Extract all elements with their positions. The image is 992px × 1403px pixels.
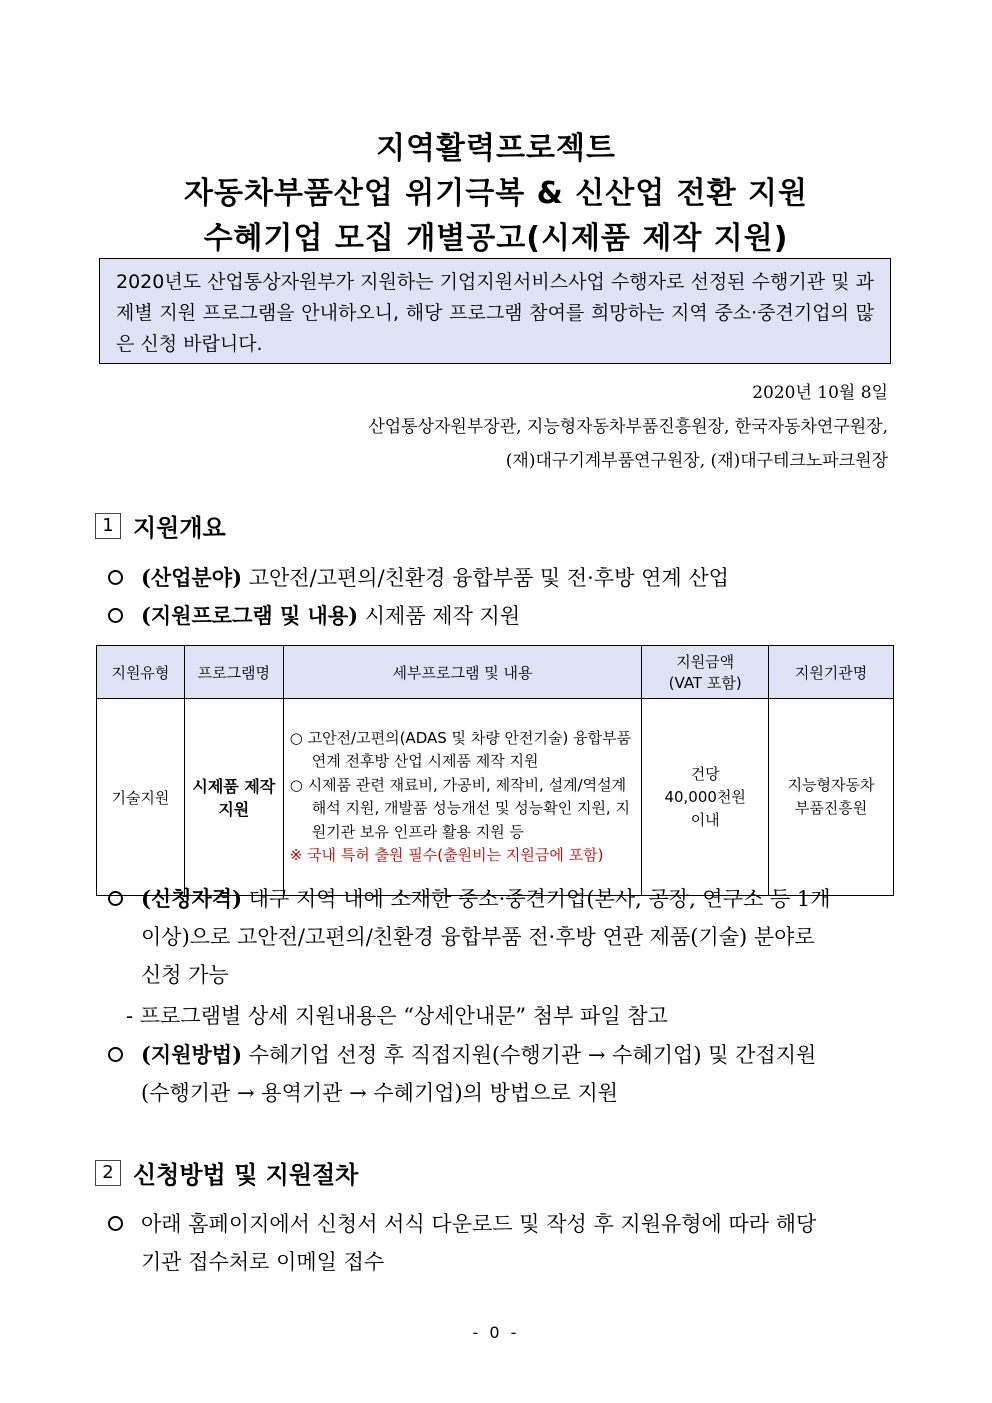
amount-line: 건당 <box>690 764 720 783</box>
support-program-item <box>108 597 898 635</box>
org-line: 지능형자동차 <box>787 776 875 794</box>
detail-item: ○ 시제품 관련 재료비, 가공비, 제작비, 설계/역설계 해석 지원, 개발품 성능개선 및 성능확인 지원, 지원기관 보유 인프라 활용 지원 등 <box>289 775 630 841</box>
issuers-line-1: 산업통상자원부장관, 지능형자동차부품진흥원장, 한국자동차연구원장, <box>368 417 888 437</box>
table-row <box>97 699 894 896</box>
intro-box: 2020년도 산업통상자원부가 지원하는 기업지원서비스사업 수행자로 선정된 수행기관 및 과제별 지원 프로그램을 안내하오니, 해당 프로그램 참여를 희망하는 지역 중소·중견기업의 많은 신청 바랍니다. <box>99 258 891 364</box>
page-number: - 0 - <box>472 1323 520 1342</box>
application-method-item <box>108 1205 898 1281</box>
item-text-cont: 기관 접수처로 이메일 접수 <box>141 1250 385 1274</box>
amount-line: 이내 <box>690 810 720 829</box>
title-line-2: 자동차부품산업 위기극복 & 신산업 전환 지원 <box>183 176 809 211</box>
circle-bullet-icon <box>108 608 123 623</box>
section-1-heading <box>95 508 226 543</box>
title-line-1: 지역활력프로젝트 <box>376 131 616 166</box>
header-cell: 지원기관명 <box>769 646 894 699</box>
section-title: 지원개요 <box>133 514 226 542</box>
item-text: 시제품 제작 지원 <box>364 604 521 628</box>
table-header-row <box>97 646 894 699</box>
circle-bullet-icon <box>108 1047 123 1062</box>
program-name-line: 지원 <box>218 800 250 819</box>
detail-item: ○ 고안전/고편의(ADAS 및 차량 안전기술) 융합부품 연계 전후방 산업 시제품 제작 지원 <box>289 728 632 770</box>
header-cell: 지원유형 <box>97 646 185 699</box>
support-table <box>96 645 894 896</box>
item-text: 대구 지역 내에 소재한 중소·중견기업(본사, 공장, 연구소 등 1개 <box>248 887 831 911</box>
item-text-cont: 신청 가능 <box>141 963 229 987</box>
amount-line: 40,000천원 <box>664 787 746 806</box>
org-line: 부품진흥원 <box>794 799 868 817</box>
item-text: 고안전/고편의/친환경 융합부품 및 전·후방 연계 산업 <box>248 566 729 590</box>
section-title: 신청방법 및 지원절차 <box>133 1161 359 1189</box>
item-text: 아래 홈페이지에서 신청서 서식 다운로드 및 작성 후 지원유형에 따라 해당 <box>141 1212 817 1236</box>
support-method-item <box>108 1036 898 1112</box>
title-line-3: 수혜기업 모집 개별공고(시제품 제작 지원) <box>203 221 789 256</box>
industry-field-item <box>108 559 898 597</box>
issuers-line-2: (재)대구기계부품연구원장, (재)대구테크노파크원장 <box>505 451 888 471</box>
circle-bullet-icon <box>108 1216 123 1231</box>
item-label: (신청자격) <box>141 886 243 911</box>
circle-bullet-icon <box>108 891 123 906</box>
item-label: (산업분야) <box>141 565 243 590</box>
eligibility-note: - 프로그램별 상세 지원내용은 “상세안내문” 첨부 파일 참고 <box>126 1004 668 1028</box>
amount-cell <box>642 699 769 896</box>
header-cell: 세부프로그램 및 내용 <box>283 646 642 699</box>
eligibility-item <box>108 880 898 994</box>
program-name-line: 시제품 제작 <box>192 777 276 796</box>
organization-cell <box>769 699 894 896</box>
section-number-box: 1 <box>95 513 121 539</box>
circle-bullet-icon <box>108 570 123 585</box>
section-number-box: 2 <box>95 1160 121 1186</box>
support-type-cell: 기술지원 <box>97 699 185 896</box>
date: 2020년 10월 8일 <box>752 383 888 403</box>
item-text: 수혜기업 선정 후 직접지원(수행기관 → 수혜기업) 및 간접지원 <box>248 1043 817 1067</box>
item-text-cont: (수행기관 → 용역기관 → 수혜기업)의 방법으로 지원 <box>141 1081 619 1105</box>
section-2-heading <box>95 1155 358 1190</box>
header-cell: 프로그램명 <box>184 646 283 699</box>
program-name-cell <box>184 699 283 896</box>
header-cell-amount <box>642 646 769 699</box>
item-label: (지원방법) <box>141 1042 243 1067</box>
item-label: (지원프로그램 및 내용) <box>141 603 359 628</box>
header-text: (VAT 포함) <box>668 674 742 692</box>
header-text: 지원금액 <box>676 653 735 671</box>
item-text-cont: 이상)으로 고안전/고편의/친환경 융합부품 전·후방 연관 제품(기술) 분야로 <box>141 925 815 949</box>
detail-cell <box>283 699 642 896</box>
patent-note: ※ 국내 특허 출원 필수(출원비는 지원금에 포함) <box>289 846 604 864</box>
